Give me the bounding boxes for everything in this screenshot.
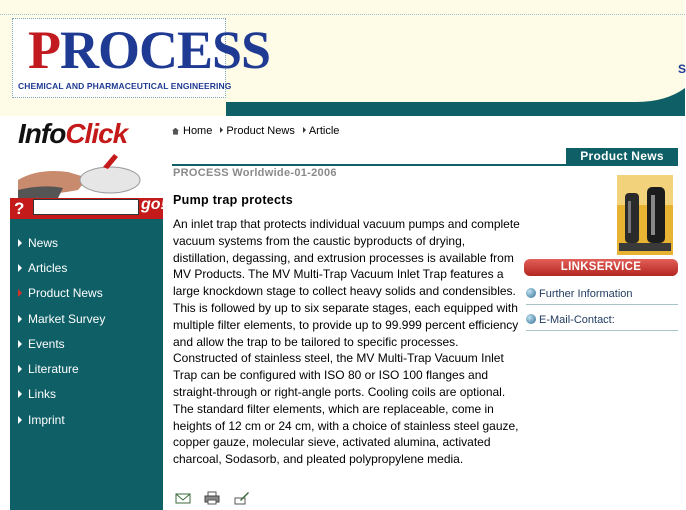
header-divider <box>0 14 685 15</box>
arrow-right-icon <box>18 315 22 323</box>
logo-initial: P <box>28 20 60 80</box>
arrow-right-icon <box>18 340 22 348</box>
article-headline: Pump trap protects <box>173 193 293 207</box>
arrow-right-icon <box>18 365 22 373</box>
further-information-link[interactable] <box>526 288 678 305</box>
logo-subtitle: CHEMICAL AND PHARMACEUTICAL ENGINEERING <box>18 81 232 91</box>
sidebar-item-articles[interactable] <box>18 261 67 275</box>
article-dateline: PROCESS Worldwide-01-2006 <box>173 167 337 179</box>
globe-bullet-icon <box>526 314 536 324</box>
sidebar-item-label: Events <box>28 337 65 351</box>
sidebar-item-product-news[interactable] <box>18 286 103 300</box>
arrow-right-icon <box>18 289 22 297</box>
search-input[interactable] <box>33 199 139 215</box>
arrow-right-icon <box>18 264 22 272</box>
sidebar-item-market-survey[interactable] <box>18 312 105 326</box>
breadcrumb-current[interactable]: Article <box>308 125 340 137</box>
infoclick-part2: Click <box>65 118 128 149</box>
sidebar-item-news[interactable] <box>18 236 58 250</box>
article-tools <box>175 491 259 510</box>
linkservice-header: LINKSERVICE <box>524 259 678 276</box>
sidebar-item-imprint[interactable] <box>18 413 65 427</box>
infoclick-part1: Info <box>18 118 66 149</box>
sidebar-item-label: Articles <box>28 261 68 275</box>
globe-bullet-icon <box>526 288 536 298</box>
sidebar-item-label: Literature <box>28 362 79 376</box>
product-image <box>617 175 673 255</box>
sidebar-item-literature[interactable] <box>18 362 79 376</box>
home-icon <box>172 128 179 135</box>
sidebar-item-label: News <box>28 236 59 250</box>
envelope-icon[interactable] <box>175 491 191 505</box>
link-label: E-Mail-Contact: <box>539 314 615 326</box>
sidebar-item-label: Market Survey <box>28 312 106 326</box>
search-go-button[interactable]: go! <box>141 196 166 213</box>
sidebar-item-label: Imprint <box>28 413 65 427</box>
infoclick-logo <box>18 118 127 150</box>
logo-rest: ROCESS <box>60 20 271 80</box>
breadcrumb-section[interactable]: Product News <box>226 125 295 137</box>
process-logo[interactable] <box>28 22 270 78</box>
arrow-right-icon <box>18 390 22 398</box>
sidebar-item-events[interactable] <box>18 337 65 351</box>
email-contact-link[interactable] <box>526 314 678 331</box>
section-label: Product News <box>566 148 678 165</box>
article-body: An inlet trap that protects individual vacuum pumps and complete vacuum systems from the caustic byproducts of drying, distillation, degassing, and extrusion processes is available from MV Products. The MV Multi-Trap Vacuum Inlet Trap features a large knockdown stage to collect heavy solids and condensibles. This is followed by up to six separate stages, each equipped with multiple filter elements, to provide up to 99.999 percent efficiency and allow the trap to be tailored to specific processes. Constructed of stainless steel, the MV Multi-Trap Vacuum Inlet Trap can be configured with ISO 80 or ISO 100 flanges and straight-through or right-angle ports. Cooling coils are optional. The standard filter elements, which are replaceable, come in heights of 12 cm or 24 cm, with a choice of stainless steel gauze, copper gauze, molecular sieve, activated alumina, activated charcoal, Sodasorb, and pleated polypropylene media. <box>173 217 520 467</box>
breadcrumb <box>172 125 339 137</box>
sidebar-item-label: Links <box>28 387 57 401</box>
sidebar-item-links[interactable] <box>18 387 56 401</box>
header-teal-band <box>226 88 685 116</box>
pen-icon[interactable] <box>234 491 250 505</box>
sidebar-item-label: Product News <box>28 286 103 300</box>
breadcrumb-home[interactable]: Home <box>183 125 213 137</box>
header-cut-off-text: S <box>678 62 686 76</box>
arrow-right-icon <box>18 416 22 424</box>
printer-icon[interactable] <box>204 491 220 505</box>
arrow-right-icon <box>18 239 22 247</box>
link-label: Further Information <box>539 288 633 300</box>
help-icon[interactable]: ? <box>14 199 25 218</box>
arrow-right-icon <box>220 127 223 133</box>
hand-mouse-icon <box>18 150 158 198</box>
arrow-right-icon <box>303 127 306 133</box>
